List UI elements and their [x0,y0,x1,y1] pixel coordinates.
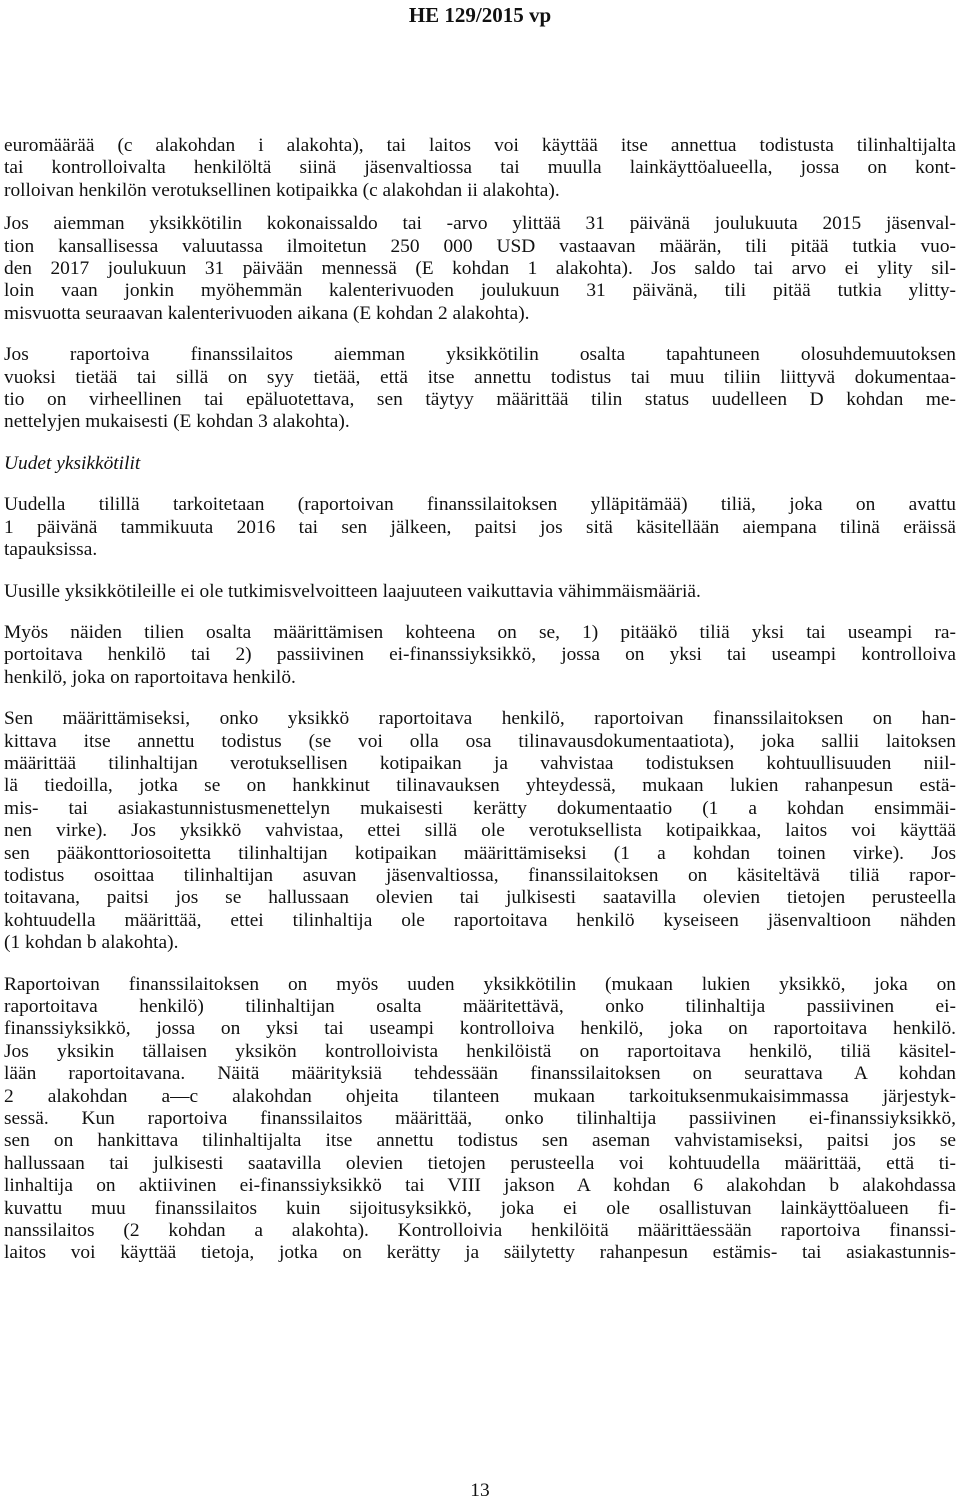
paragraph-4 [4,494,956,561]
paragraph-5 [4,581,956,603]
text-line: Jos raportoiva finanssilaitos aiemman yksikkötilin osalta tapahtuneen olosuhdemuutoksen [4,344,956,366]
text-line: tion kansallisessa valuutassa ilmoitetun 250 000 USD vastaavan määrän, tili pitää tutkia vuo- [4,235,956,257]
text-line: kittava itse annettu todistus (se voi olla osa tilinavausdokumentaatiota), joka sallii laitoksen [4,730,956,752]
text-line: misvuotta seuraavan kalenterivuoden aikana (E kohdan 2 alakohta). [4,302,530,324]
text-line: lä tiedoilla, jotka se on hankkinut tilinavauksen yhteydessä, mukaan lukien rahanpesun estä- [4,775,956,797]
text-line: Myös näiden tilien osalta määrittämisen kohteena on se, 1) pitääkö tiliä yksi tai useampi ra- [4,621,956,643]
paragraph-6 [4,622,956,689]
text-line: Sen määrittämiseksi, onko yksikkö raportoitava henkilö, raportoivan finanssilaitoksen on han- [4,708,956,730]
text-line: mis- tai asiakastunnistusmenettelyn mukaisesti kerätty dokumentaatio (1 a kohdan ensimmäi- [4,797,956,819]
text-line: Jos yksikin tällaisen yksikön kontrolloivista henkilöistä on raportoitava henkilö, tiliä käsitel- [4,1040,956,1062]
text-line: sen on hankittava tilinhaltijalta itse annettu todistus sen aseman vahvistamiseksi, paitsi jos se [4,1130,956,1152]
text-line: tapauksissa. [4,539,98,561]
paragraph-2 [4,213,956,325]
text-line: tai kontrolloivalta henkilöltä siinä jäsenvaltiossa tai muulla lainkäyttöalueella, jossa on kont- [4,157,956,179]
text-line: vuoksi tietää tai sillä on syy tietää, että itse annettu todistus tai muu tiliin liittyvä dokumentaa- [4,366,956,388]
section-heading: Uudet yksikkötilit [4,452,141,474]
text-line: nettelyjen mukaisesti (E kohdan 3 alakohta). [4,411,350,433]
text-line: portoitava henkilö tai 2) passiivinen ei-finanssiyksikkö, jossa on yksi tai useampi kontrolloiva [4,644,956,666]
text-line: hallussaan tai julkisesti saatavilla olevien tietojen perusteella voi kohtuudella määrittää, että ti- [4,1152,956,1174]
text-line: (1 kohdan b alakohta). [4,932,179,954]
page-body [4,135,956,1284]
text-line: rolloivan henkilön verotuksellinen kotipaikka (c alakohdan ii alakohta). [4,179,560,201]
text-line: finanssiyksikkö, jossa on yksi tai useampi kontrolloiva henkilö, joka on raportoitava henkilö. [4,1018,956,1040]
text-line: sessä. Kun raportoiva finanssilaitos määrittää, onko tilinhaltija passiivinen ei-finanssiyksikkö, [4,1108,956,1130]
text-line: kuvattu muu finanssilaitos kuin sijoitusyksikkö, joka ei ole osallistuvan lainkäyttöalueen fi- [4,1197,956,1219]
document-id: HE 129/2015 vp [408,3,552,27]
text-line: lään raportoitavana. Näitä määrityksiä tehdessään finanssilaitoksen on seurattava A kohdan [4,1063,956,1085]
paragraph-3 [4,344,956,434]
text-line: 1 päivänä tammikuuta 2016 tai sen jälkeen, paitsi jos sitä käsitellään aiempana tilinä eräissä [4,516,956,538]
text-line: toitavana, paitsi jos se hallussaan olevien tai julkisesti saatavilla olevien tietojen perusteella [4,887,956,909]
text-line: sen pääkonttoriosoitetta tilinhaltijan kotipaikan määrittämiseksi (1 a kohdan toinen virke). Jos [4,842,956,864]
paragraph-8 [4,974,956,1265]
text-line: linhaltija on aktiivinen ei-finanssiyksikkö tai VIII jakson A kohdan 6 alakohdan b alakohdassa [4,1175,956,1197]
text-line: Uudella tilillä tarkoitetaan (raportoivan finanssilaitoksen ylläpitämää) tiliä, joka on avattu [4,494,956,516]
text-line: kohtuudella määrittää, ettei tilinhaltija ole raportoitava henkilö kyseiseen jäsenvaltioon nähden [4,909,956,931]
text-line: Uusille yksikkötileille ei ole tutkimisvelvoitteen laajuuteen vaikuttavia vähimmäismääriä. [4,580,701,602]
text-line: nen virke). Jos yksikkö vahvistaa, ettei sillä ole verotuksellista kotipaikkaa, laitos voi käyttää [4,820,956,842]
text-line: euromäärää (c alakohdan i alakohta), tai laitos voi käyttää itse annettua todistusta tilinhaltijalta [4,135,956,156]
text-line: määrittää tilinhaltijan verotuksellisen kotipaikan ja vahvistaa todistuksen kohtuullisuuden niil- [4,752,956,774]
page-number: 13 [470,1480,490,1501]
text-line: henkilö, joka on raportoitava henkilö. [4,666,296,688]
document-header [0,2,960,28]
text-line: Jos aiemman yksikkötilin kokonaissaldo tai -arvo ylittää 31 päivänä joulukuuta 2015 jäsenval- [4,213,956,235]
paragraph-7 [4,708,956,954]
paragraph-1 [4,135,956,202]
text-line: todistus osoittaa tilinhaltijan asuvan jäsenvaltiossa, finanssilaitoksen on käsiteltävä tiliä rapor- [4,864,956,886]
text-line: Raportoivan finanssilaitoksen on myös uuden yksikkötilin (mukaan lukien yksikkö, joka on [4,973,956,995]
text-line: loin vaan jonkin myöhemmän kalenterivuoden joulukuun 31 päivänä, tili pitää tutkia ylitty- [4,280,956,302]
text-line: laitos voi käyttää tietoja, jotka on kerätty ja säilytetty rahanpesun estämis- tai asiakastunnis- [4,1242,956,1264]
text-line: den 2017 joulukuun 31 päivään mennessä (E kohdan 1 alakohta). Jos saldo tai arvo ei ylity sil- [4,258,956,280]
text-line: 2 alakohdan a—c alakohdan ohjeita tilanteen mukaan tarkoituksenmukaisimmassa järjestyk- [4,1085,956,1107]
text-line: tio on virheellinen tai epäluotettava, sen täytyy määrittää tilin status uudelleen D kohdan me- [4,389,956,411]
text-line: nanssilaitos (2 kohdan a alakohta). Kontrolloivia henkilöitä määrittäessään raportoiva finanssi- [4,1220,956,1242]
text-line: raportoitava henkilö) tilinhaltijan osalta määritettävä, onko tilinhaltija passiivinen ei- [4,996,956,1017]
